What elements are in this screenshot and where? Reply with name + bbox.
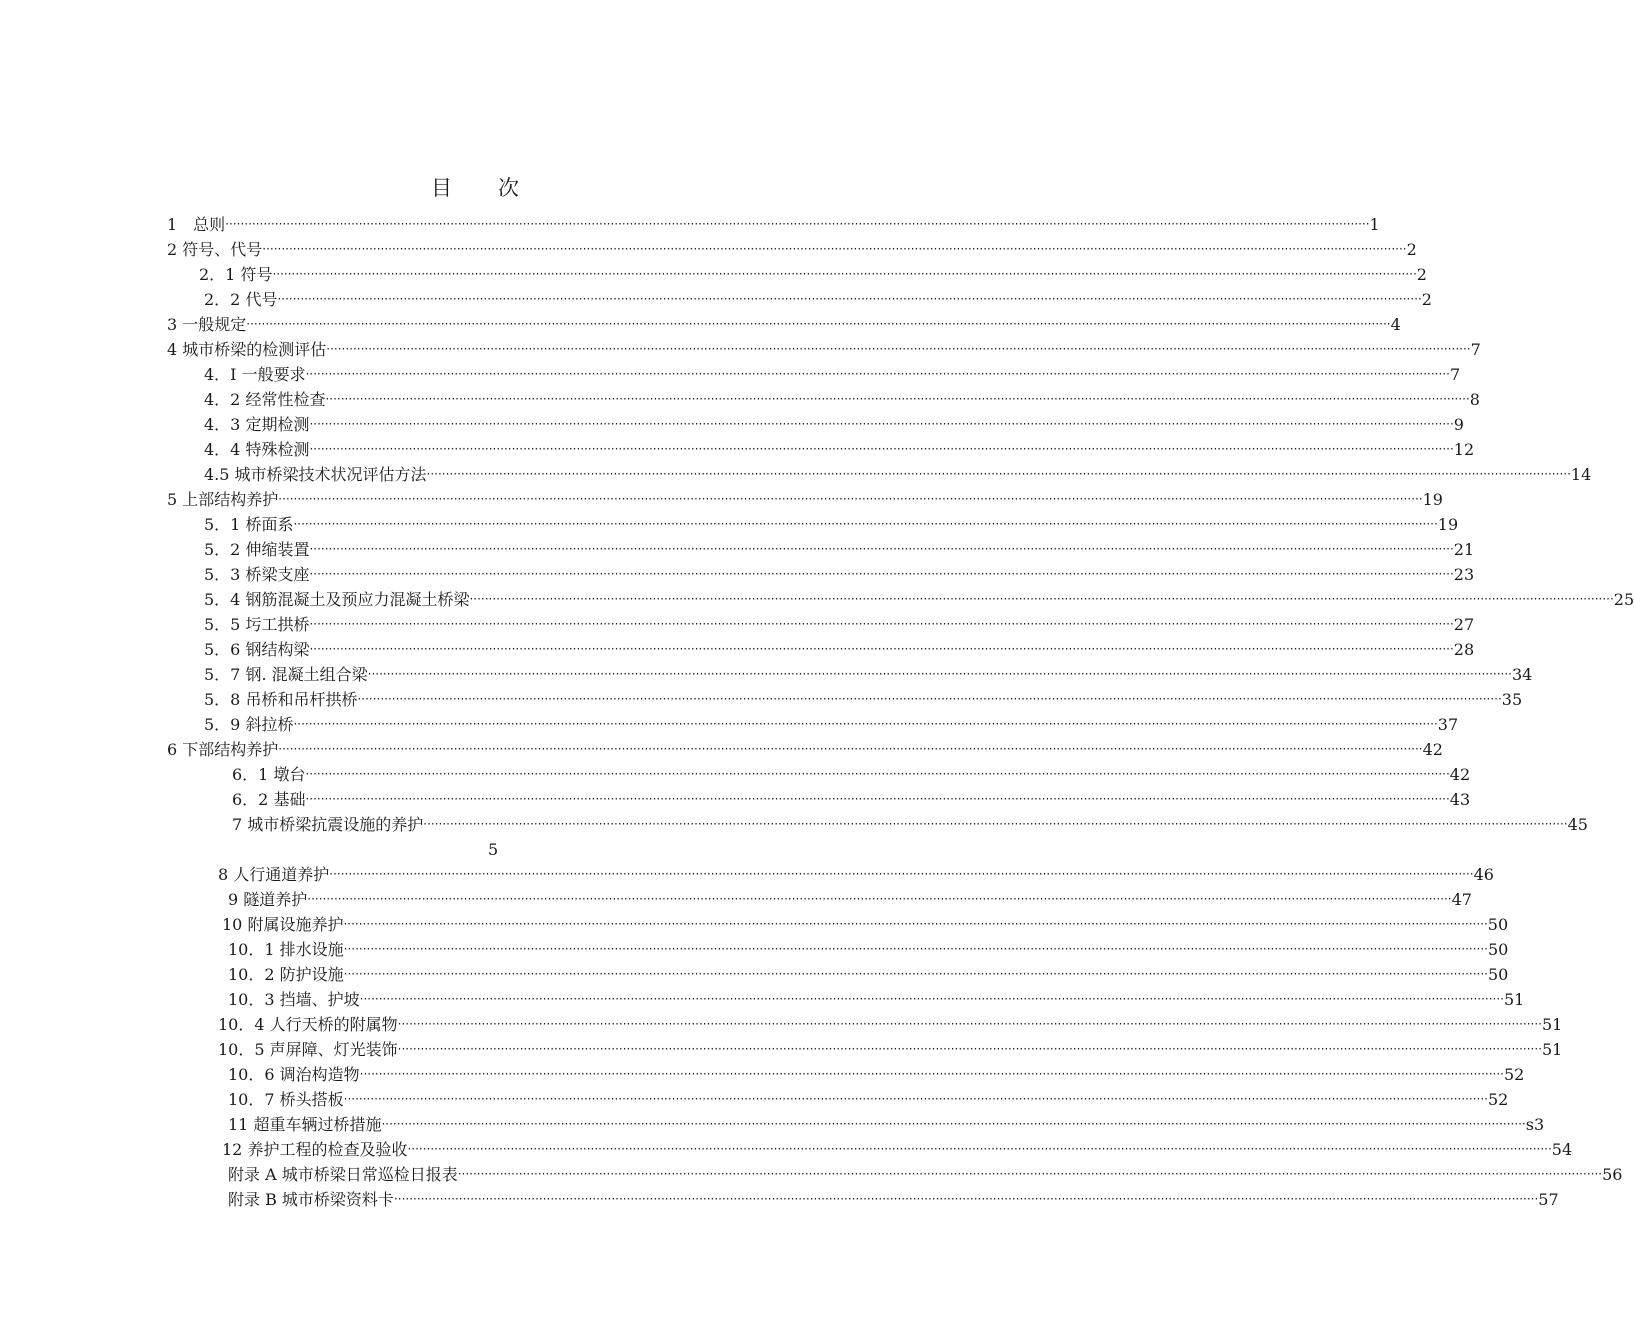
toc-entry-label: 附录 A 城市桥梁日常巡检日报表 [228, 1165, 458, 1184]
toc-entry-page: 14 [1570, 465, 1592, 484]
toc-entry[interactable] [167, 312, 1401, 337]
page-title [0, 172, 950, 202]
toc-leader-dots: ············································································································································································································································································································ [343, 967, 1488, 981]
toc-entry[interactable] [167, 737, 1443, 762]
toc-entry[interactable] [204, 687, 1523, 712]
toc-entry[interactable] [204, 387, 1480, 412]
toc-entry-page: 52 [1503, 1065, 1525, 1084]
toc-entry-page: 12 [1453, 440, 1475, 459]
toc-entry-label: 12 养护工程的检查及验收 [222, 1140, 408, 1159]
toc-leader-dots: ············································································································································································································································································································ [457, 1167, 1603, 1181]
toc-entry-page: 35 [1501, 690, 1523, 709]
toc-leader-dots: ············································································································································································································································································································ [343, 917, 1488, 931]
toc-entry[interactable] [228, 1062, 1525, 1087]
toc-leader-dots: ············································································································································································································································································································ [407, 1142, 1552, 1156]
toc-leader-dots: ············································································································································································································································································································ [329, 867, 1474, 881]
toc-entry[interactable] [167, 212, 1380, 237]
toc-entry-label: 2．1 符号 [199, 265, 273, 284]
toc-entry-page: 45 [1567, 815, 1588, 834]
toc-leader-dots: ············································································································································································································································································································ [305, 367, 1450, 381]
toc-entry-label: 7 城市桥梁抗震设施的养护 [232, 815, 424, 834]
toc-entry[interactable] [228, 1087, 1509, 1112]
toc-entry-page: 43 [1449, 790, 1471, 809]
toc-entry-page: 7 [1470, 340, 1481, 359]
toc-entry-label: 8 人行通道养护 [218, 865, 330, 884]
toc-entry-page: 51 [1541, 1015, 1563, 1034]
toc-entry-page: 34 [1511, 665, 1533, 684]
toc-entry-label: 3 一般规定 [167, 315, 247, 334]
toc-entry-label: 5．4 钢筋混凝土及预应力混凝土桥梁 [204, 590, 470, 609]
toc-leader-dots: ············································································································································································································································································································ [381, 1117, 1526, 1131]
toc-leader-dots: ············································································································································································································································································································ [309, 542, 1454, 556]
toc-leader-dots: ············································································································································································································································································································ [293, 717, 1438, 731]
toc-entry-page: 25 [1613, 590, 1634, 609]
toc-leader-dots: ············································································································································································································································································································ [305, 767, 1450, 781]
toc-entry-page: 2 [1421, 290, 1432, 309]
title-char-2: 次 [498, 176, 519, 200]
toc-entry-page: 21 [1453, 540, 1475, 559]
toc-entry[interactable] [222, 1137, 1573, 1162]
toc-entry-page: 2 [1416, 265, 1427, 284]
toc-entry-label: 5 上部结构养护 [167, 490, 279, 509]
toc-leader-dots: ············································································································································································································································································································ [426, 467, 1571, 481]
toc-entry-page: 54 [1551, 1140, 1573, 1159]
toc-entry-label: 附录 B 城市桥梁资料卡 [228, 1190, 394, 1209]
toc-entry[interactable] [204, 437, 1475, 462]
toc-entry-page: 50 [1487, 965, 1509, 984]
toc-leader-dots: ············································································································································································································································································································ [309, 417, 1454, 431]
toc-leader-dots: ············································································································································································································································································································ [278, 742, 1423, 756]
toc-entry[interactable] [204, 587, 1634, 612]
toc-entry-page: 4 [1390, 315, 1401, 334]
toc-entry[interactable] [204, 362, 1461, 387]
toc-entry[interactable] [218, 862, 1494, 887]
toc-entry-page: 19 [1437, 515, 1459, 534]
toc-leader-dots: ············································································································································································································································································································ [397, 1042, 1542, 1056]
toc-entry[interactable] [222, 912, 1509, 937]
toc-leader-dots: ············································································································································································································································································································ [246, 317, 1391, 331]
toc-entry-page: 50 [1487, 915, 1509, 934]
toc-entry-label: 5．7 钢. 混凝土组合梁 [204, 665, 368, 684]
toc-leader-dots: ············································································································································································································································································································ [359, 1067, 1504, 1081]
toc-entry-label: 10．7 桥头搭板 [228, 1090, 344, 1109]
toc-leader-dots: ············································································································································································································································································································ [397, 1017, 1542, 1031]
toc-entry-label: 4．4 特殊检测 [204, 440, 310, 459]
toc-entry-label: 5．2 伸缩装置 [204, 540, 310, 559]
toc-entry-page: 57 [1538, 1190, 1559, 1209]
toc-entry[interactable] [232, 812, 1588, 837]
toc-entry[interactable] [228, 987, 1525, 1012]
page-number-marker: 5 [488, 840, 499, 859]
toc-leader-dots: ············································································································································································································································································································ [325, 392, 1470, 406]
toc-entry-label: 5．3 桥梁支座 [204, 565, 310, 584]
toc-entry-label: 10．2 防护设施 [228, 965, 344, 984]
toc-entry[interactable] [204, 537, 1475, 562]
toc-leader-dots: ············································································································································································································································································································ [307, 892, 1452, 906]
toc-entry-page: 19 [1422, 490, 1443, 509]
toc-entry-label: 4．3 定期检测 [204, 415, 310, 434]
toc-entry-page: 1 [1369, 215, 1380, 234]
toc-entry-label: 4．2 经常性检查 [204, 390, 326, 409]
toc-leader-dots: ············································································································································································································································································································ [359, 992, 1504, 1006]
toc-entry-page: 37 [1437, 715, 1459, 734]
toc-leader-dots: ············································································································································································································································································································ [225, 217, 1370, 231]
toc-leader-dots: ············································································································································································································································································································ [309, 617, 1454, 631]
toc-entry-page: 56 [1602, 1165, 1623, 1184]
toc-entry-label: 6．1 墩台 [232, 765, 306, 784]
toc-leader-dots: ············································································································································································································································································································ [357, 692, 1502, 706]
toc-entry-label: 9 隧道养护 [228, 890, 308, 909]
toc-leader-dots: ············································································································································································································································································································ [262, 242, 1407, 256]
toc-entry-label: 5．8 吊桥和吊杆拱桥 [204, 690, 358, 709]
toc-entry[interactable] [167, 337, 1481, 362]
toc-entry-page: 9 [1453, 415, 1464, 434]
toc-entry[interactable] [204, 712, 1459, 737]
toc-entry[interactable] [228, 1162, 1623, 1187]
toc-leader-dots: ············································································································································································································································································································ [309, 642, 1454, 656]
toc-entry-page: 51 [1541, 1040, 1563, 1059]
toc-entry-label: 10．1 排水设施 [228, 940, 344, 959]
toc-entry-label: 5．9 斜拉桥 [204, 715, 294, 734]
toc-entry-label: 4 城市桥梁的检测评估 [167, 340, 327, 359]
toc-entry[interactable] [232, 787, 1471, 812]
toc-entry[interactable] [228, 962, 1509, 987]
toc-entry-page: 52 [1487, 1090, 1509, 1109]
toc-entry-page: 23 [1453, 565, 1475, 584]
toc-entry-label: 6．2 基础 [232, 790, 306, 809]
toc-entry-label: 2 符号、代号 [167, 240, 263, 259]
toc-leader-dots: ············································································································································································································································································································ [309, 567, 1454, 581]
toc-entry[interactable] [204, 462, 1592, 487]
toc-entry[interactable] [167, 487, 1443, 512]
toc-entry-page: 51 [1503, 990, 1525, 1009]
toc-entry-label: 6 下部结构养护 [167, 740, 279, 759]
toc-entry-page: 47 [1451, 890, 1472, 909]
toc-entry[interactable] [232, 762, 1471, 787]
toc-entry[interactable] [228, 937, 1509, 962]
toc-leader-dots: ············································································································································································································································································································ [278, 492, 1423, 506]
toc-leader-dots: ············································································································································································································································································································ [393, 1192, 1539, 1206]
toc-entry-page: 7 [1449, 365, 1461, 384]
toc-entry-label: 4.5 城市桥梁技术状况评估方法 [204, 465, 427, 484]
toc-leader-dots: ············································································································································································································································································································ [343, 942, 1488, 956]
toc-entry-page: 50 [1487, 940, 1509, 959]
toc-entry-page: 28 [1453, 640, 1475, 659]
toc-entry-label: 1 总则 [167, 215, 226, 234]
toc-entry[interactable] [204, 637, 1475, 662]
toc-entry[interactable] [218, 1012, 1563, 1037]
toc-entry[interactable] [228, 1112, 1545, 1137]
toc-entry-label: 11 超重车辆过桥措施 [228, 1115, 382, 1134]
toc-entry[interactable] [204, 562, 1475, 587]
toc-entry-label: 10．5 声屏障、灯光装饰 [218, 1040, 398, 1059]
toc-entry-page: s3 [1525, 1115, 1545, 1134]
toc-entry-page: 27 [1453, 615, 1475, 634]
toc-leader-dots: ············································································································································································································································································································ [469, 592, 1614, 606]
toc-entry[interactable] [204, 287, 1432, 312]
toc-entry[interactable] [199, 262, 1427, 287]
toc-entry[interactable] [228, 887, 1472, 912]
toc-entry[interactable] [204, 662, 1533, 687]
toc-entry-label: 2．2 代号 [204, 290, 278, 309]
toc-entry-label: 5．6 钢结构梁 [204, 640, 310, 659]
toc-leader-dots: ············································································································································································································································································································ [272, 267, 1417, 281]
title-char-1: 目 [431, 176, 452, 200]
toc-entry-page: 46 [1473, 865, 1494, 884]
toc-entry-page: 42 [1422, 740, 1443, 759]
toc-entry[interactable] [218, 1037, 1563, 1062]
toc-entry-label: 5．5 圬工拱桥 [204, 615, 310, 634]
toc-entry-label: 4．I 一般要求 [204, 365, 306, 384]
toc-entry[interactable] [167, 237, 1417, 262]
toc-leader-dots: ············································································································································································································································································································ [423, 817, 1568, 831]
toc-leader-dots: ············································································································································································································································································································ [277, 292, 1422, 306]
toc-entry-label: 10．6 调治构造物 [228, 1065, 360, 1084]
toc-entry-page: 8 [1469, 390, 1480, 409]
toc-entry-page: 2 [1406, 240, 1417, 259]
toc-entry-label: 10．3 挡墙、护坡 [228, 990, 360, 1009]
toc-entry-label: 10．4 人行天桥的附属物 [218, 1015, 398, 1034]
toc-leader-dots: ············································································································································································································································································································ [367, 667, 1512, 681]
toc-leader-dots: ············································································································································································································································································································ [305, 792, 1450, 806]
toc-entry-label: 10 附属设施养护 [222, 915, 344, 934]
toc-leader-dots: ············································································································································································································································································································ [309, 442, 1454, 456]
toc-leader-dots: ············································································································································································································································································································ [326, 342, 1471, 356]
toc-entry[interactable] [204, 612, 1475, 637]
toc-entry[interactable] [204, 412, 1464, 437]
toc-entry[interactable] [228, 1187, 1559, 1212]
toc-leader-dots: ············································································································································································································································································································ [293, 517, 1438, 531]
toc-leader-dots: ············································································································································································································································································································ [343, 1092, 1488, 1106]
toc-entry[interactable] [204, 512, 1459, 537]
toc-entry-page: 42 [1449, 765, 1471, 784]
toc-entry-label: 5．1 桥面系 [204, 515, 294, 534]
